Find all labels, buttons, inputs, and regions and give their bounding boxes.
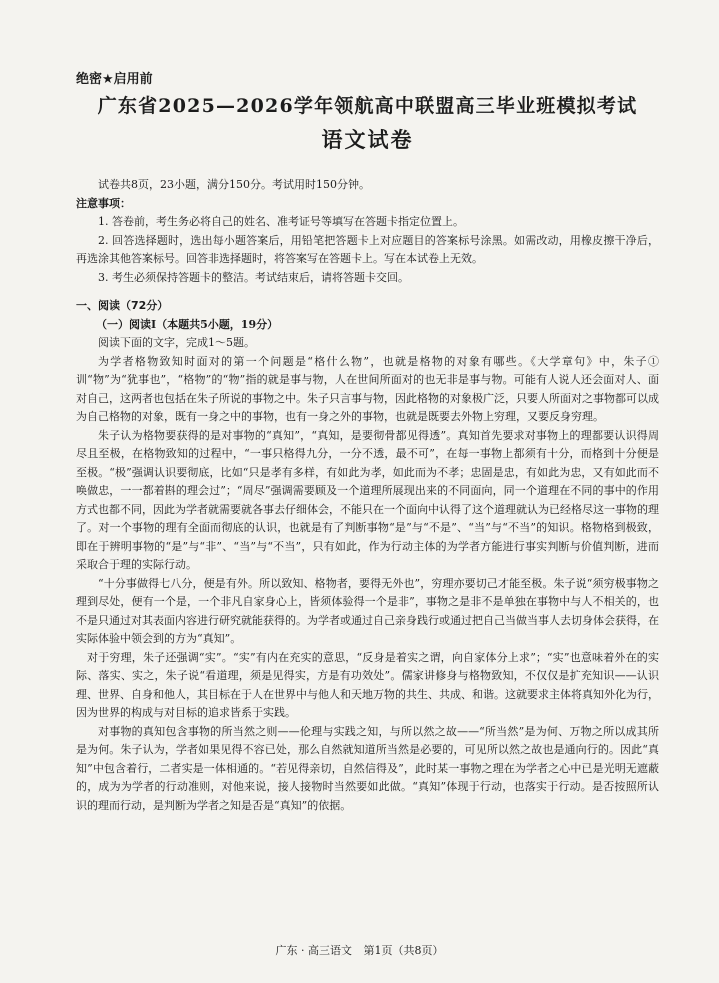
page-footer	[0, 942, 719, 958]
note-item: 2. 回答选择题时，选出每小题答案后，用铅笔把答题卡上对应题目的答案标号涂黑。如需改动，用橡皮擦干净后，再选涂其他答案标号。回答非选择题时，将答案写在答题卡上。写在本试卷上无效。	[76, 233, 659, 265]
passage-paragraph: “十分事做得七八分，便是有外。所以致知、格物者，要得无外也”，穷理亦要切己才能至极。朱子说“须穷极事物之理到尽处，便有一个是，一个非凡自家身心上，皆须体验得一个是非”，事物之是非不是单独在事物中与人不相关的，也不是只通过对其表面内容进行研究就能获得的。为学者或通过自己亲身践行或通过把自己当做当事人去切身体会获得，在实际体验中领会到的方为“真知”。	[76, 576, 659, 645]
passage-paragraph: 为学者格物致知时面对的第一个问题是“格什么物”，也就是格物的对象有哪些。《大学章句》中，朱子①训“物”为“犹事也”，“格物”的“物”指的就是事与物，人在世间所面对的也无非是事与物。可能有人说人还会面对人、面对自己，这两者也包括在朱子所说的事物之中。朱子只言事与物，因此格物的对象极广泛，只要人所面对之事物都可以成为自己格物的对象，既有一身之中的事物，也有一身之外的事物，也就是既要去外物上穷理，又要反身穷理。	[76, 354, 659, 423]
note-item: 3. 考生必须保持答题卡的整洁。考试结束后，请将答题卡交回。	[98, 270, 409, 284]
secret-label: 绝密★启用前	[76, 72, 153, 87]
passage-paragraph: 对于穷理，朱子还强调“实”。“实”有内在充实的意思，“反身是着实之谓，向自家体分上求”；“实”也意味着外在的实际、落实、实之，朱子说“看道理，须是见得实，方是有功效处”。儒家讲修身与格物致知，不仅仅是扩充知识——认识理、世界、自身和他人，其目标在于人在世界中与他人和天地万物的共生、共成、和谐。这就要求主体将真知外化为行，因为世界的构成与对目标的追求皆系于实践。	[76, 650, 659, 719]
footer-page-number: 第1页（共8页）	[363, 944, 444, 957]
passage-paragraph: 对事物的真知包含事物的所当然之则——伦理与实践之知，与所以然之故——“所当然”是为何、万物之所以成其所是为何。朱子认为，学者如果见得不容已处，那么自然就知道所当然是必要的，可见所以然之故也是通向行的。因此“真知”中包含着行，二者实是一体相通的。“若见得亲切，自然信得及”，此时某一事物之理在为学者之心中已是光明无遮蔽的，成为为学者的行动准则，对他来说，接人接物时当然要如此做。“真知”体现于行动，也落实于行动。是否按照所认识的理而行动，是判断为学者之知是否是“真知”的依据。	[76, 724, 659, 812]
section-heading: 一、阅读（72分）	[76, 299, 169, 312]
reading-instruction: 阅读下面的文字，完成1～5题。	[98, 336, 255, 349]
exam-intro: 试卷共8页，23小题，满分150分。考试用时150分钟。	[98, 178, 370, 191]
footer-subject: 广东 · 高三语文	[275, 944, 352, 957]
notes-heading: 注意事项：	[76, 196, 131, 210]
passage-paragraph: 朱子认为格物要获得的是对事物的“真知”，“真知，是要彻骨都见得透”。真知首先要求对事物上的理都要认识得周尽且至极，在格物致知的过程中，“一事只格得九分，一分不透，最不可”，在每一事物上都须有十分，而格到十分便是至极。“极”强调认识要彻底，比如“只是孝有多样，有如此为孝，如此而为不孝；忠固是忠，有如此为忠，又有如此而不唤做忠，一一都着斟的理会过”；“周尽”强调需要顾及一个道理所展现出来的不同面向，同一个道理在不同的事中的作用方式也都不同，因此为学者就需要就各事去仔细体会，不能只在一个面向中认得了这个道理就认为已经格尽这一事物的理了。对一个事物的理有全面而彻底的认识，也就是有了判断事物“是”与“不是”、“当”与“不当”的知识。格物格到极致，即在于辨明事物的“是”与“非”、“当”与“不当”，只有如此，作为行动主体的为学者方能进行事实判断与价值判断，进而采取合于理的实际行动。	[76, 428, 659, 571]
note-item: 1. 答卷前，考生务必将自己的姓名、准考证号等填写在答题卡指定位置上。	[98, 215, 464, 228]
subject-title: 语文试卷	[321, 127, 414, 152]
spacer	[76, 287, 659, 297]
exam-title: 广东省2025—2026学年领航高中联盟高三毕业班模拟考试	[97, 95, 638, 117]
section-subheading: （一）阅读Ⅰ（本题共5小题，19分）	[96, 317, 279, 331]
